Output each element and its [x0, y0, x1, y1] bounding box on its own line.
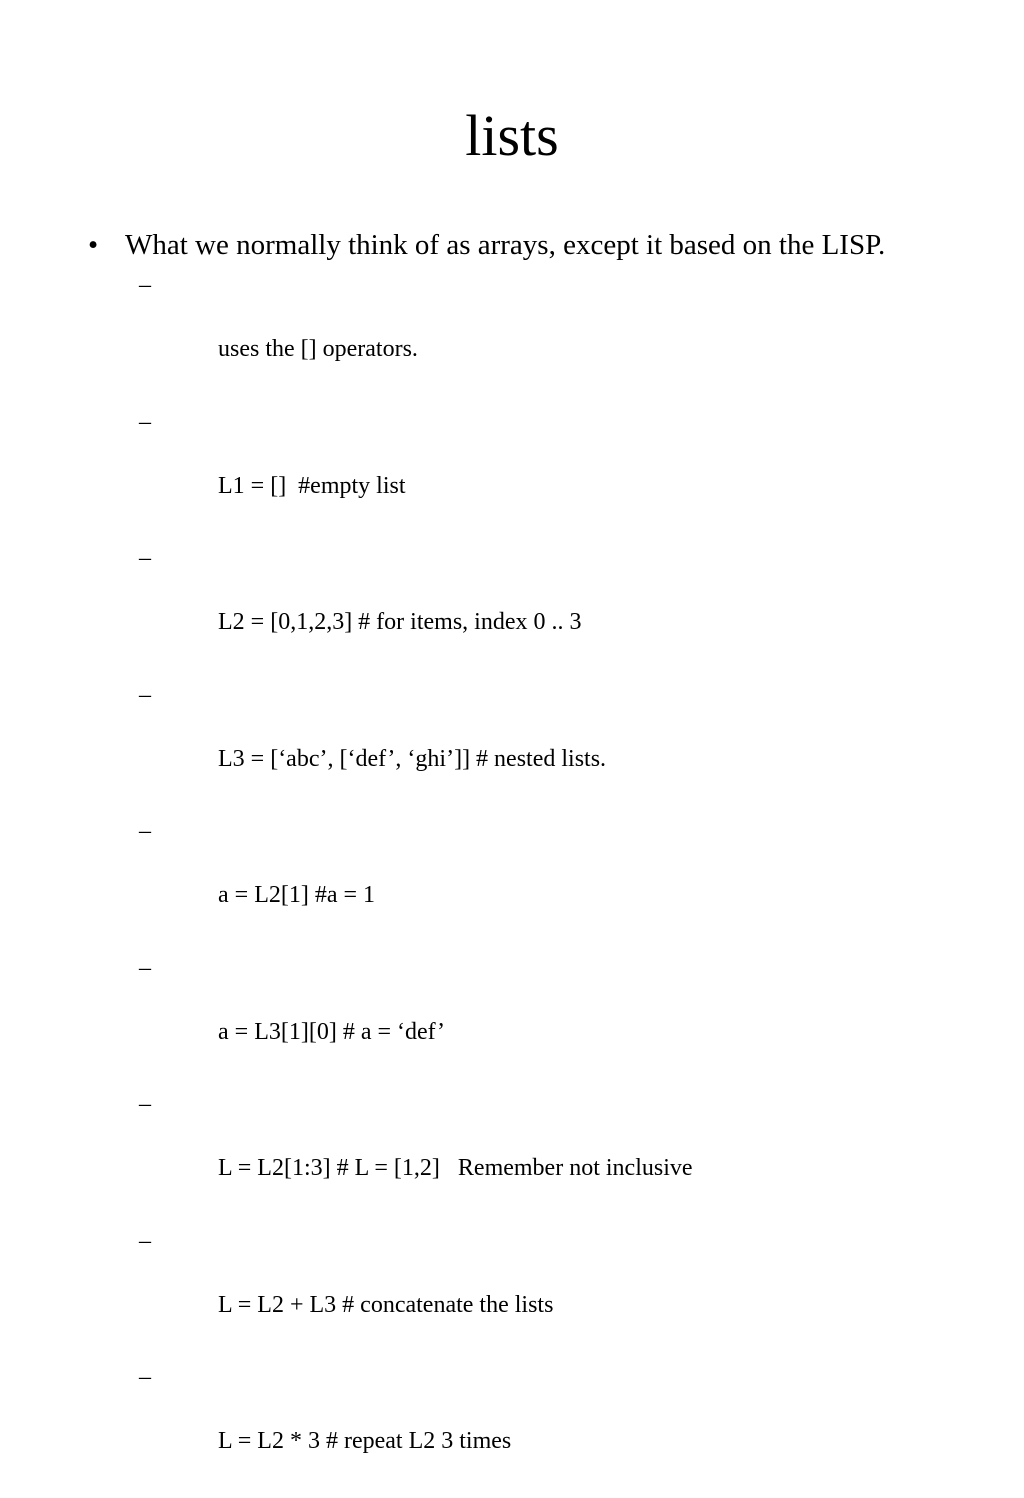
slide-title: lists	[465, 103, 559, 168]
sub-bullet-text: uses the [] operators.	[218, 336, 418, 362]
sub-bullet-item	[88, 952, 968, 1080]
dash-marker: –	[139, 1091, 151, 1117]
dash-marker: –	[139, 818, 151, 844]
sub-bullet-text: L1 = [] #empty list	[218, 472, 406, 499]
sub-bullet-item	[88, 269, 968, 397]
sub-bullet-item	[88, 1361, 968, 1489]
sub-bullet-text: a = L3[1][0] # a = ‘def’	[218, 1018, 445, 1045]
sub-bullet-text: L = L2[1:3] # L = [1,2] Remember not inclusive	[218, 1155, 693, 1181]
sub-bullet-item	[88, 542, 968, 670]
dash-marker: –	[139, 408, 151, 435]
sub-bullet-text: L2 = [0,1,2,3] # for items, index 0 .. 3	[218, 609, 582, 635]
sub-bullet-item	[88, 679, 968, 807]
sub-bullet-text: L = L2 * 3 # repeat L2 3 times	[218, 1428, 512, 1454]
sub-bullet-text: L3 = [‘abc’, [‘def’, ‘ghi’]] # nested lists.	[218, 745, 607, 772]
sub-bullet-item	[88, 815, 968, 943]
dash-marker: –	[139, 681, 151, 708]
dash-marker: –	[139, 545, 151, 571]
bullet-text: What we normally think of as arrays, except it based on the LISP.	[125, 229, 886, 261]
sub-bullet-list	[88, 269, 968, 1489]
sub-bullet-item	[88, 1088, 968, 1216]
bullet-marker: •	[88, 229, 99, 261]
bullet-item	[88, 226, 968, 264]
dash-marker: –	[139, 1227, 151, 1254]
slide-body	[88, 226, 968, 1498]
sub-bullet-text: a = L2[1] #a = 1	[218, 882, 376, 908]
dash-marker: –	[139, 1364, 151, 1390]
dash-marker: –	[139, 272, 151, 298]
sub-bullet-item	[88, 1225, 968, 1353]
sub-bullet-text: L = L2 + L3 # concatenate the lists	[218, 1291, 554, 1318]
sub-bullet-item	[88, 406, 968, 534]
dash-marker: –	[139, 954, 151, 981]
